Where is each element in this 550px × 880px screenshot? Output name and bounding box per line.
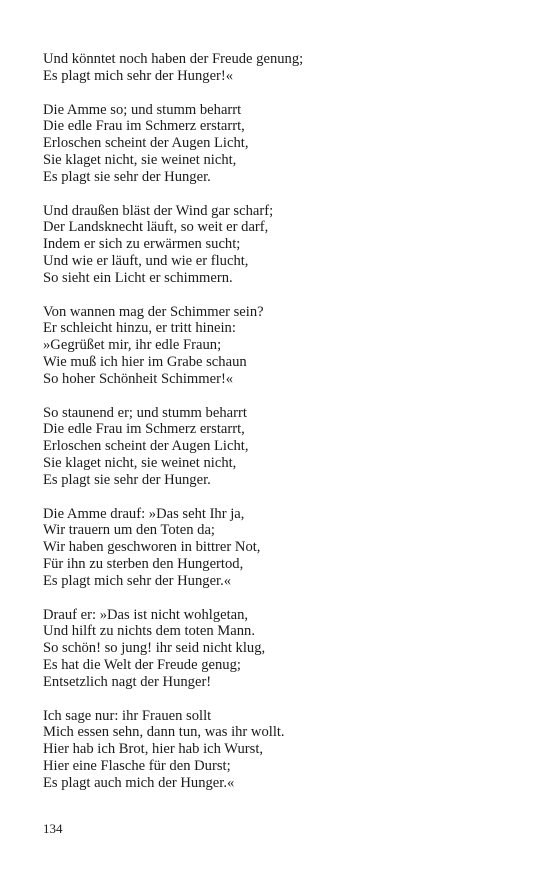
verse-line: Wie muß ich hier im Grabe schaun: [43, 353, 247, 370]
verse-line: Erloschen scheint der Augen Licht,: [43, 438, 249, 455]
poem-text: [43, 51, 513, 808]
verse-line: So sieht ein Licht er schimmern.: [43, 269, 233, 286]
stanza-4: [43, 304, 513, 388]
stanza-2: [43, 102, 513, 186]
verse-line: Er schleicht hinzu, er tritt hinein:: [43, 320, 236, 337]
verse-line: Die edle Frau im Schmerz erstarrt,: [43, 421, 245, 438]
verse-line: Es plagt sie sehr der Hunger.: [43, 168, 211, 185]
verse-line: Für ihn zu sterben den Hungertod,: [43, 555, 244, 572]
verse-line: Indem er sich zu erwärmen sucht;: [43, 236, 241, 253]
verse-line: »Gegrüßet mir, ihr edle Fraun;: [43, 337, 222, 354]
verse-line: Es plagt sie sehr der Hunger.: [43, 471, 211, 488]
verse-line: Und wie er läuft, und wie er flucht,: [43, 252, 249, 269]
verse-line: Die edle Frau im Schmerz erstarrt,: [43, 118, 245, 135]
verse-line: So schön! so jung! ihr seid nicht klug,: [43, 640, 266, 657]
stanza-8: [43, 708, 513, 792]
verse-line: Es hat die Welt der Freude genug;: [43, 656, 241, 673]
verse-line: Drauf er: »Das ist nicht wohlgetan,: [43, 606, 249, 623]
stanza-3: [43, 203, 513, 287]
stanza-1: [43, 51, 513, 85]
page-number: 134: [43, 821, 63, 836]
verse-line: Von wannen mag der Schimmer sein?: [43, 303, 264, 320]
verse-line: Hier hab ich Brot, hier hab ich Wurst,: [43, 741, 264, 758]
verse-line: Es plagt mich sehr der Hunger.«: [43, 572, 232, 589]
verse-line: Es plagt mich sehr der Hunger!«: [43, 67, 234, 84]
verse-line: Der Landsknecht läuft, so weit er darf,: [43, 219, 269, 236]
stanza-7: [43, 607, 513, 691]
verse-line: So hoher Schönheit Schimmer!«: [43, 370, 234, 387]
verse-line: Ich sage nur: ihr Frauen sollt: [43, 707, 212, 724]
stanza-5: [43, 405, 513, 489]
verse-line: Die Amme so; und stumm beharrt: [43, 101, 242, 118]
verse-line: Die Amme drauf: »Das seht Ihr ja,: [43, 505, 245, 522]
verse-line: Entsetzlich nagt der Hunger!: [43, 673, 212, 690]
verse-line: Wir trauern um den Toten da;: [43, 522, 215, 539]
verse-line: Es plagt auch mich der Hunger.«: [43, 774, 235, 791]
verse-line: Sie klaget nicht, sie weinet nicht,: [43, 454, 237, 471]
verse-line: Und könntet noch haben der Freude genung;: [43, 51, 304, 67]
verse-line: Hier eine Flasche für den Durst;: [43, 757, 231, 774]
verse-line: Und hilft zu nichts dem toten Mann.: [43, 623, 255, 640]
verse-line: Wir haben geschworen in bittrer Not,: [43, 539, 261, 556]
verse-line: Und draußen bläst der Wind gar scharf;: [43, 202, 274, 219]
verse-line: Sie klaget nicht, sie weinet nicht,: [43, 151, 237, 168]
stanza-6: [43, 506, 513, 590]
verse-line: Erloschen scheint der Augen Licht,: [43, 135, 249, 152]
verse-line: So staunend er; und stumm beharrt: [43, 404, 247, 421]
verse-line: Mich essen sehn, dann tun, was ihr wollt.: [43, 724, 285, 741]
